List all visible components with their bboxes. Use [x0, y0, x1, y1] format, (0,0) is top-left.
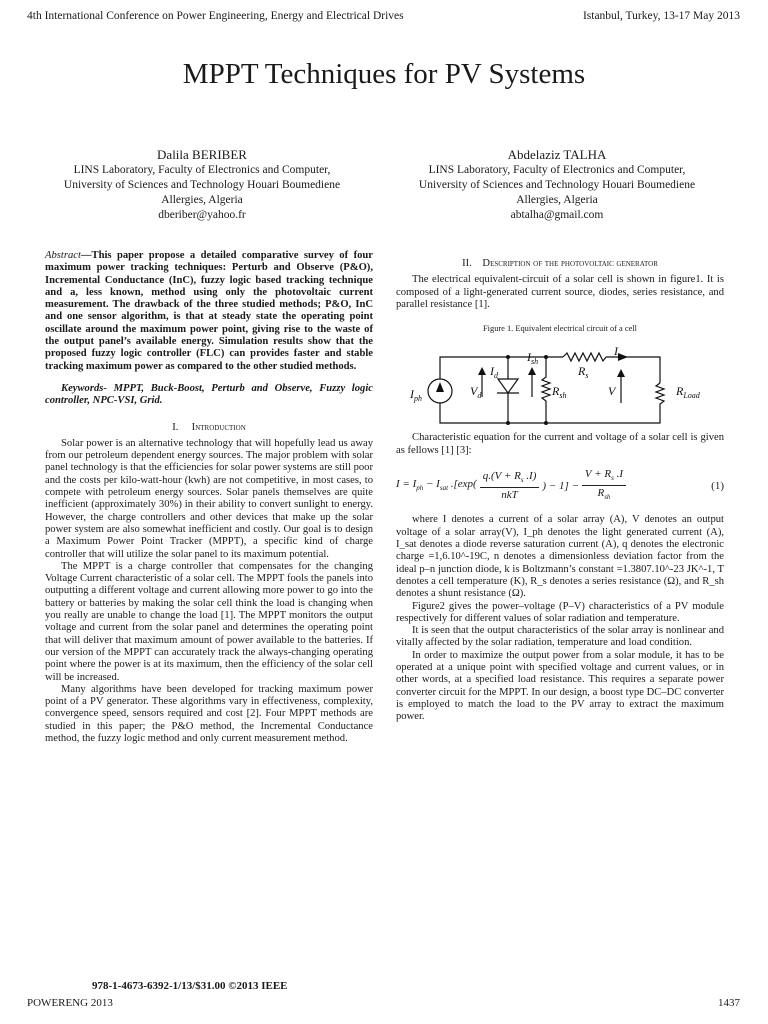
author-city: Allergies, Algeria	[161, 194, 243, 206]
paper-title: MPPT Techniques for PV Systems	[182, 58, 586, 90]
right-wire	[606, 357, 660, 383]
keywords	[45, 383, 373, 408]
author-name: Abdelaziz TALHA	[507, 147, 607, 162]
section-title: Introduction	[191, 421, 246, 433]
section-heading-introduction	[45, 422, 373, 434]
bottom-wire	[440, 403, 660, 423]
author-affiliation: LINS Laboratory, Faculty of Electronics and Computer,	[73, 164, 331, 176]
author-affiliation: LINS Laboratory, Faculty of Electronics and Computer,	[428, 164, 686, 176]
rload-label: $R_{Load}$	[676, 384, 700, 401]
paragraph: Many algorithms have been developed for tracking maximum power point of a PV generator. These algorithms vary in effectiveness, complexity, convergence speed, sensors required and cost [2]. Four MPPT methods are studied in this paper; the P&O method, the Incremental Conductance method, the fuzzy logic method and only current measurement method.	[45, 683, 373, 744]
load-resistor-symbol	[656, 383, 664, 407]
paragraph: Figure2 gives the power–voltage (P–V) characteristics of a PV module respectively for different values of solar radiation and temperature.	[396, 600, 724, 624]
author-email: abtalha@gmail.com	[510, 209, 604, 221]
author-block-2	[407, 146, 707, 223]
voltage-arrow	[617, 369, 625, 377]
top-wire-left	[440, 357, 563, 379]
author-university: University of Sciences and Technology Houari Boumediene	[418, 179, 696, 191]
rs-label: $R_s$	[578, 364, 589, 381]
paragraph: where I denotes a current of a solar array (A), V denotes an output voltage of a solar array(V), I_ph denotes the light generated current (A), I_sat denotes a diode reverse saturation current (A), q denotes the electronic charge =1,6.10^-19C, n denotes a dimensionless deviation factor from the ideal p–n junction diode, k is Boltzmann’s constant =1.3807.10^-23 JK^-1, T denotes a cell temperature (K), R_s denotes a series resistance (Ω), and R_sh denotes a shunt resistance (Ω).	[396, 514, 724, 600]
keywords-label: Keywords-	[61, 382, 107, 394]
abstract-label: Abstract	[45, 250, 81, 261]
section-number: II.	[462, 258, 472, 269]
section-number: I.	[172, 421, 179, 433]
paragraph: Solar power is an alternative technology that will hopefully lead us away from our petroleum dependent energy sources. The major problem with solar panel technology is that the efficiencies for solar power systems are still poor and the costs per kilo-watt-hour (kwh) are not competitive, in most cases, to compete with petroleum energy sources. Solar panels themselves are quite inefficient (approximately 30%) in their ability to convert sunlight to energy. However, the charge controllers and other devices that make up the solar power system are also somewhat inefficient and costly. Our goal is to design a Maximum Power Point Tracker (MPPT), a specific kind of charge controller that will utilize the solar panel to its maximum potential.	[45, 437, 373, 560]
equation-number: (1)	[711, 479, 724, 492]
ish-label: $I_{sh}$	[527, 350, 539, 367]
v-label: V	[608, 384, 616, 399]
shunt-current-arrow	[528, 367, 536, 375]
paragraph: The MPPT is a charge controller that compensates for the changing Voltage Current characteristic of a solar cell. The MPPT fools the panels into outputting a different voltage and current allowing more power to go into the battery or batteries by making the solar cell think the load is changing when you really are unable to change the load [1]. The MPPT monitors the output voltage and current from the solar panel and determines the operating point that will deliver that maximum amount of power available to the batteries. If our version of the MPPT can accurately track the always-changing operating point where the power is at its maximum, then the efficiency of the solar cell will be increased.	[45, 560, 373, 683]
author-city: Allergies, Algeria	[516, 194, 598, 206]
section-title: Description of the photovoltaic generator	[482, 258, 658, 269]
left-column	[45, 250, 373, 745]
right-column	[396, 250, 724, 724]
page-number: 1437	[718, 997, 740, 1009]
equation-1: $I = I_{ph} - I_{sat}$ .[exp( $\frac{q.(V + R_s .I)}{\text{nkT}}$ ) − 1] − $\frac{V + R_s .I}{R_{sh}}$ (1)	[396, 468, 724, 502]
paragraph: Characteristic equation for the current and voltage of a solar cell is given as fellows [1] [3]:	[396, 432, 724, 456]
author-name: Dalila BERIBER	[157, 147, 247, 162]
vd-label: $V_d$	[470, 384, 482, 401]
series-resistor-symbol	[563, 353, 606, 361]
author-email: dberiber@yahoo.fr	[158, 209, 246, 221]
paragraph: In order to maximize the output power from a solar module, it has to be operated at a unique point with specified voltage and current values, or in other words, at a specified load resistance. This requires a separate power converter circuit for the MPPT. In our design, a boost type DC–DC converter is employed to match the load to the PV array to extract the maximum power.	[396, 649, 724, 723]
current-source-arrow	[436, 382, 444, 392]
abstract-text: —This paper propose a detailed comparative survey of four maximum power tracking techniques: Perturb and Observe (P&O), Incremental Conductance (InC), fuzzy logic based tracking technique and a, less known, method using only the photovoltaic current measurement. The drawback of the three studied methods; P&O, InC and one sensor algorithm, is that at steady state the operating point oscillate around the maximum power point, giving rise to the waste of the output panel’s available energy. Simulation results show that the proposed fuzzy logic controller (FLC) can provides faster and stable tracking maximum power as compared to the other studied methods.	[45, 250, 373, 372]
i-label: I	[614, 344, 618, 359]
diode-symbol	[498, 379, 518, 393]
output-current-arrow	[618, 353, 628, 361]
iph-label: $I_{ph}$	[410, 387, 422, 404]
paragraph: It is seen that the output characteristics of the solar array is nonlinear and vitally affected by the solar radiation, temperature and load condition.	[396, 625, 724, 649]
id-label: $I_d$	[490, 364, 498, 381]
rsh-label: $R_{sh}$	[552, 384, 567, 401]
shunt-resistor-symbol	[542, 357, 550, 423]
abstract	[45, 250, 373, 373]
venue-footer: POWERENG 2013	[27, 997, 113, 1009]
conference-header: 4th International Conference on Power Engineering, Energy and Electrical Drives	[27, 10, 404, 22]
keywords-text: MPPT, Buck-Boost, Perturb and Observe, Fuzzy logic controller, NPC-VSI, Grid.	[45, 382, 373, 407]
isbn-line: 978-1-4673-6392-1/13/$31.00 ©2013 IEEE	[92, 980, 288, 992]
conference-location: Istanbul, Turkey, 13-17 May 2013	[582, 10, 740, 22]
paragraph: The electrical equivalent-circuit of a solar cell is shown in figure1. It is composed of a light-generated current source, diodes, series resistance, and parallel resistance [1].	[396, 274, 724, 310]
author-university: University of Sciences and Technology Houari Boumediene	[63, 179, 341, 191]
diode-current-arrow	[478, 367, 486, 375]
section-heading-description	[396, 258, 724, 270]
figure-caption: Figure 1. Equivalent electrical circuit of a cell	[483, 324, 637, 334]
equivalent-circuit-figure	[396, 343, 724, 428]
author-block-1	[52, 146, 352, 223]
